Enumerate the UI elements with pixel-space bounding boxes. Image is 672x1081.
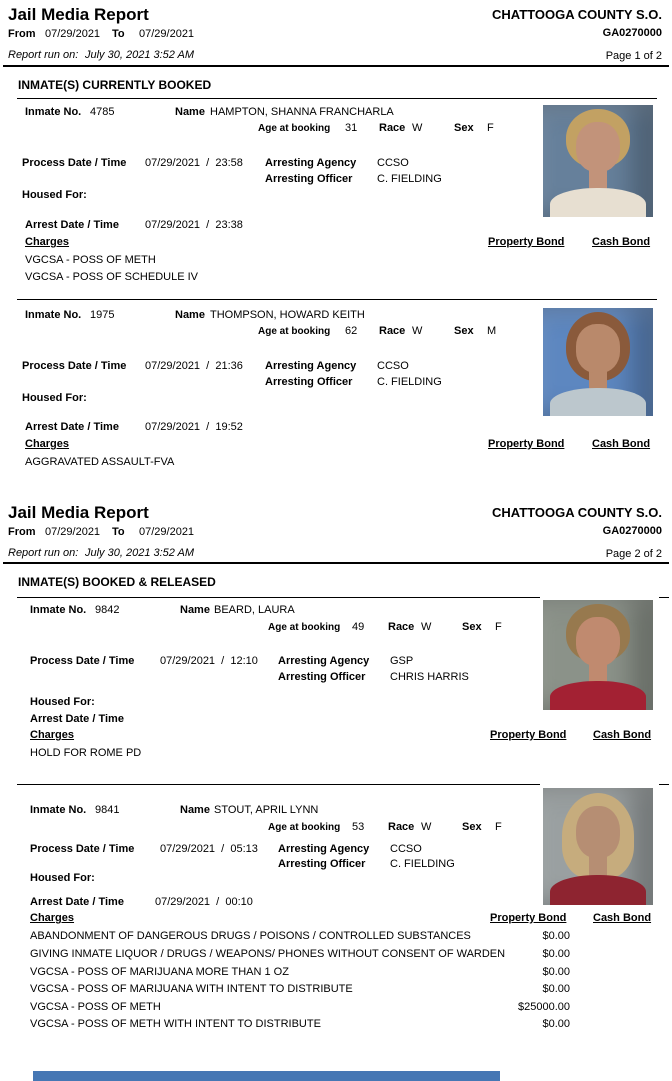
charge-row: VGCSA - POSS OF MARIJUANA WITH INTENT TO DISTRIBUTE — [30, 983, 353, 995]
charges-header: Charges — [30, 729, 75, 741]
name-label: Name — [180, 604, 210, 616]
age-label: Age at booking — [268, 622, 341, 633]
cash-bond-header: Cash Bond — [592, 236, 651, 248]
process-value: 07/29/2021 / 21:36 — [145, 360, 243, 372]
arresting-agency-label: Arresting Agency — [278, 843, 370, 855]
arresting-officer-label: Arresting Officer — [278, 858, 366, 870]
charges-header: Charges — [30, 912, 75, 924]
process-value: 07/29/2021 / 05:13 — [160, 843, 258, 855]
mugshot-torso — [550, 188, 647, 217]
name-value: STOUT, APRIL LYNN — [214, 804, 319, 816]
inmate-no-label: Inmate No. — [30, 604, 87, 616]
race-label: Race — [388, 621, 415, 633]
ori-number: GA0270000 — [602, 27, 662, 39]
property-bond-amount: $25000.00 — [518, 1001, 570, 1013]
sex-label: Sex — [462, 621, 482, 633]
sex-label: Sex — [454, 325, 474, 337]
race-label: Race — [379, 325, 406, 337]
cash-bond-header: Cash Bond — [593, 912, 652, 924]
mugshot-torso — [550, 681, 647, 710]
agency-name: CHATTOOGA COUNTY S.O. — [492, 7, 662, 22]
age-label: Age at booking — [268, 822, 341, 833]
charges-header: Charges — [25, 236, 70, 248]
mugshot-torso — [550, 875, 647, 905]
arrest-label: Arrest Date / Time — [30, 896, 124, 908]
run-on-value: July 30, 2021 3:52 AM — [85, 547, 195, 559]
charge-row: VGCSA - POSS OF METH — [30, 1001, 161, 1013]
section-title-currently-booked: INMATE(S) CURRENTLY BOOKED — [18, 78, 212, 92]
inmate-mugshot — [543, 788, 653, 905]
arresting-agency-label: Arresting Agency — [278, 655, 370, 667]
process-value: 07/29/2021 / 12:10 — [160, 655, 258, 667]
to-label: To — [112, 526, 125, 538]
sex-value: F — [487, 122, 494, 134]
process-label: Process Date / Time — [22, 360, 127, 372]
name-value: THOMPSON, HOWARD KEITH — [210, 309, 365, 321]
section-divider-right — [659, 597, 669, 598]
sex-label: Sex — [454, 122, 474, 134]
charge-row: GIVING INMATE LIQUOR / DRUGS / WEAPONS/ PHONES WITHOUT CONSENT OF WARDEN — [30, 948, 506, 960]
from-label: From — [8, 28, 36, 40]
age-value: 31 — [345, 122, 358, 134]
charge-row: HOLD FOR ROME PD — [30, 747, 142, 759]
arresting-agency-value: CCSO — [377, 157, 409, 169]
arresting-agency-value: CCSO — [390, 843, 422, 855]
property-bond-amount: $0.00 — [542, 983, 570, 995]
from-date: 07/29/2021 — [45, 28, 101, 40]
race-value: W — [421, 621, 432, 633]
process-label: Process Date / Time — [22, 157, 127, 169]
arrest-value: 07/29/2021 / 23:38 — [145, 219, 243, 231]
inmate-mugshot — [543, 600, 653, 710]
cash-bond-header: Cash Bond — [592, 438, 651, 450]
section-title-booked-released: INMATE(S) BOOKED & RELEASED — [18, 575, 216, 589]
process-label: Process Date / Time — [30, 843, 135, 855]
race-value: W — [421, 821, 432, 833]
arrest-label: Arrest Date / Time — [25, 421, 119, 433]
sex-value: M — [487, 325, 497, 337]
property-bond-amount: $0.00 — [542, 1018, 570, 1030]
inmate-no-value: 9842 — [95, 604, 120, 616]
arresting-officer-label: Arresting Officer — [265, 376, 353, 388]
inmate-mugshot — [543, 308, 653, 416]
process-value: 07/29/2021 / 23:58 — [145, 157, 243, 169]
race-value: W — [412, 122, 423, 134]
property-bond-header: Property Bond — [490, 912, 567, 924]
housed-for-label: Housed For: — [30, 696, 95, 708]
arresting-officer-value: C. FIELDING — [377, 173, 442, 185]
name-label: Name — [180, 804, 210, 816]
to-date: 07/29/2021 — [139, 526, 195, 538]
race-label: Race — [388, 821, 415, 833]
from-label: From — [8, 526, 36, 538]
inmate-no-label: Inmate No. — [30, 804, 87, 816]
section-divider — [17, 597, 540, 598]
age-value: 62 — [345, 325, 358, 337]
agency-name: CHATTOOGA COUNTY S.O. — [492, 505, 662, 520]
header-divider — [3, 562, 669, 564]
page-number: Page 2 of 2 — [605, 548, 662, 560]
inmate-no-value: 4785 — [90, 106, 115, 118]
property-bond-header: Property Bond — [490, 729, 567, 741]
age-label: Age at booking — [258, 123, 331, 134]
sex-value: F — [495, 821, 502, 833]
record-divider — [17, 299, 657, 300]
charge-row: VGCSA - POSS OF METH WITH INTENT TO DISTRIBUTE — [30, 1018, 321, 1030]
run-on-value: July 30, 2021 3:52 AM — [85, 49, 195, 61]
section-divider — [17, 98, 657, 99]
race-label: Race — [379, 122, 406, 134]
arresting-officer-label: Arresting Officer — [265, 173, 353, 185]
to-label: To — [112, 28, 125, 40]
charge-row: AGGRAVATED ASSAULT-FVA — [25, 456, 175, 468]
sex-value: F — [495, 621, 502, 633]
inmate-no-label: Inmate No. — [25, 309, 82, 321]
arresting-agency-value: GSP — [390, 655, 414, 667]
record-divider — [17, 784, 540, 785]
property-bond-header: Property Bond — [488, 236, 565, 248]
charges-header: Charges — [25, 438, 70, 450]
mugshot-torso — [550, 388, 647, 416]
age-value: 49 — [352, 621, 365, 633]
race-value: W — [412, 325, 423, 337]
arresting-officer-value: CHRIS HARRIS — [390, 671, 469, 683]
process-label: Process Date / Time — [30, 655, 135, 667]
report-title: Jail Media Report — [8, 503, 149, 522]
property-bond-amount: $0.00 — [542, 930, 570, 942]
mugshot-face — [576, 617, 620, 667]
age-label: Age at booking — [258, 326, 331, 337]
name-label: Name — [175, 106, 205, 118]
mugshot-face — [576, 324, 620, 373]
ori-number: GA0270000 — [602, 525, 662, 537]
to-date: 07/29/2021 — [139, 28, 195, 40]
run-on-label: Report run on: — [8, 49, 79, 61]
charge-row: VGCSA - POSS OF METH — [25, 254, 156, 266]
charge-row: VGCSA - POSS OF SCHEDULE IV — [25, 271, 198, 283]
inmate-mugshot — [543, 105, 653, 217]
sex-label: Sex — [462, 821, 482, 833]
name-label: Name — [175, 309, 205, 321]
arresting-agency-label: Arresting Agency — [265, 157, 357, 169]
property-bond-amount: $0.00 — [542, 948, 570, 960]
record-divider-right — [659, 784, 669, 785]
report-title: Jail Media Report — [8, 5, 149, 24]
mugshot-face — [576, 806, 620, 859]
arrest-label: Arrest Date / Time — [30, 713, 124, 725]
name-value: BEARD, LAURA — [214, 604, 295, 616]
housed-for-label: Housed For: — [22, 189, 87, 201]
arrest-value: 07/29/2021 / 00:10 — [155, 896, 253, 908]
age-value: 53 — [352, 821, 365, 833]
property-bond-header: Property Bond — [488, 438, 565, 450]
run-on-label: Report run on: — [8, 547, 79, 559]
cash-bond-header: Cash Bond — [593, 729, 652, 741]
charge-row: VGCSA - POSS OF MARIJUANA MORE THAN 1 OZ — [30, 966, 289, 978]
mugshot-face — [576, 122, 620, 172]
arrest-value: 07/29/2021 / 19:52 — [145, 421, 243, 433]
arrest-label: Arrest Date / Time — [25, 219, 119, 231]
partial-blue-bar — [33, 1071, 500, 1081]
header-divider — [3, 65, 669, 67]
arresting-officer-value: C. FIELDING — [390, 858, 455, 870]
arresting-agency-value: CCSO — [377, 360, 409, 372]
arresting-officer-label: Arresting Officer — [278, 671, 366, 683]
arresting-agency-label: Arresting Agency — [265, 360, 357, 372]
arresting-officer-value: C. FIELDING — [377, 376, 442, 388]
inmate-no-value: 9841 — [95, 804, 120, 816]
property-bond-amount: $0.00 — [542, 966, 570, 978]
page-number: Page 1 of 2 — [605, 50, 662, 62]
charge-row: ABANDONMENT OF DANGEROUS DRUGS / POISONS / CONTROLLED SUBSTANCES — [30, 930, 471, 942]
inmate-no-value: 1975 — [90, 309, 115, 321]
housed-for-label: Housed For: — [22, 392, 87, 404]
inmate-no-label: Inmate No. — [25, 106, 82, 118]
name-value: HAMPTON, SHANNA FRANCHARLA — [210, 106, 394, 118]
housed-for-label: Housed For: — [30, 872, 95, 884]
from-date: 07/29/2021 — [45, 526, 101, 538]
